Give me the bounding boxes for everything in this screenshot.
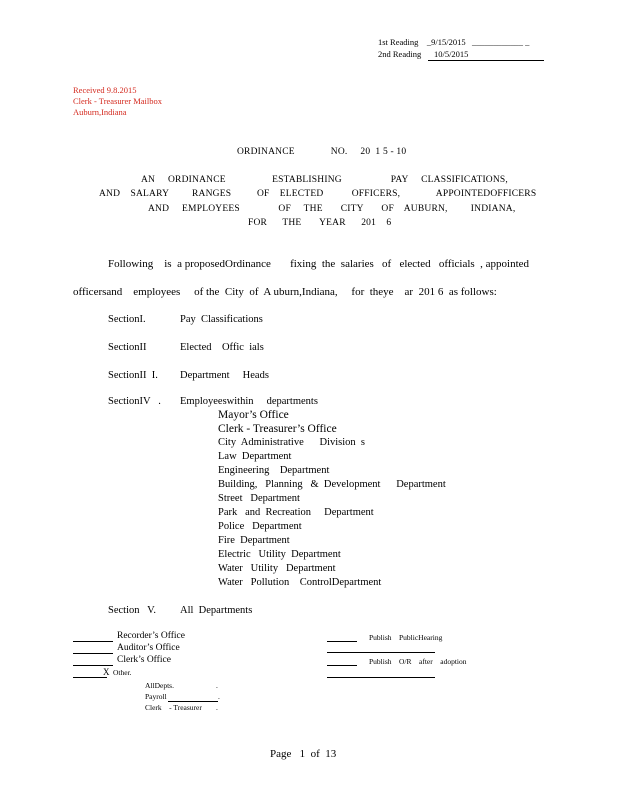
section-1-title: Pay Classifications xyxy=(180,314,263,325)
sub-dot-2: . xyxy=(218,692,220,701)
list-item: Park and Recreation Department xyxy=(218,507,374,518)
other-blank xyxy=(73,677,107,678)
city-line: Auburn,Indiana xyxy=(73,107,127,117)
section-3-title: Department Heads xyxy=(180,370,269,381)
recorder-blank xyxy=(73,641,113,642)
first-reading-trail: ____________ _ xyxy=(471,37,530,47)
title-line-3: AND EMPLOYEES OF THE CITY OF AUBURN, INDIANA, xyxy=(148,204,516,214)
second-reading xyxy=(378,49,468,59)
intro-line-2: officersand employees of the City of A uburn,Indiana, for theye ar 201 6 as follows: xyxy=(73,286,497,298)
list-item: Water Pollution ControlDepartment xyxy=(218,577,382,588)
first-reading xyxy=(378,37,529,47)
section-4-title: Employeeswithin departments xyxy=(180,396,318,407)
title-line-1: AN ORDINANCE ESTABLISHING PAY CLASSIFICATIONS, xyxy=(141,175,508,185)
auditor-office: Auditor’s Office xyxy=(117,643,180,653)
sub-all-depts: AllDepts. xyxy=(145,681,174,690)
title-line-4: FOR THE YEAR 201 6 xyxy=(248,218,392,228)
list-item: Law Department xyxy=(218,451,292,462)
sub-clerk-treasurer: Clerk - Treasurer xyxy=(145,703,202,712)
section-2-number: SectionII xyxy=(108,342,147,353)
clerk-blank xyxy=(73,665,113,666)
list-item: Street Department xyxy=(218,493,300,504)
adoption-underline xyxy=(327,677,435,678)
received-line: Received 9.8.2015 xyxy=(73,85,137,95)
section-2 xyxy=(108,342,264,353)
sub-payroll: Payroll xyxy=(145,692,167,701)
page-number: Page 1 of 13 xyxy=(270,748,337,760)
list-item: Fire Department xyxy=(218,535,290,546)
section-1 xyxy=(108,314,263,325)
second-reading-underline xyxy=(428,60,544,61)
section-1-number: SectionI. xyxy=(108,314,146,325)
adoption-blank xyxy=(327,665,357,666)
recorder-office: Recorder’s Office xyxy=(117,631,185,641)
section-2-title: Elected Offic ials xyxy=(180,342,264,353)
hearing-blank xyxy=(327,641,357,642)
sub-dot-3: . xyxy=(216,703,218,712)
other-mark: X xyxy=(103,667,110,677)
list-item: Electric Utility Department xyxy=(218,549,341,560)
publish-hearing: Publish PublicHearing xyxy=(369,633,443,642)
second-reading-date: 10/5/2015 xyxy=(433,49,469,59)
other-label: Other. xyxy=(113,668,132,677)
section-5-title: All Departments xyxy=(180,605,253,616)
first-reading-label: 1st Reading xyxy=(378,37,419,47)
first-reading-date: _9/15/2015 xyxy=(426,37,466,47)
auditor-blank xyxy=(73,653,113,654)
list-item: Building, Planning & Development Department xyxy=(218,479,446,490)
section-3 xyxy=(108,370,269,381)
clerk-office: Clerk’s Office xyxy=(117,655,171,665)
section-4-number: SectionIV . xyxy=(108,396,161,407)
clerk-mailbox-line: Clerk - Treasurer Mailbox xyxy=(73,96,163,106)
list-item: Clerk - Treasurer’s Office xyxy=(218,423,337,435)
list-item: Water Utility Department xyxy=(218,563,336,574)
intro-line-1: Following is a proposedOrdinance fixing the salaries of elected officials , appointed xyxy=(108,258,530,270)
section-4 xyxy=(108,396,318,407)
second-reading-label: 2nd Reading xyxy=(378,49,422,59)
section-5-number: Section V. xyxy=(108,605,157,616)
ordinance-number: ORDINANCE NO. 20 1 5 - 10 xyxy=(237,147,407,157)
department-list xyxy=(218,408,446,590)
section-5 xyxy=(108,605,253,616)
hearing-underline xyxy=(327,652,435,653)
payroll-blank xyxy=(168,701,218,702)
sub-dot-1: . xyxy=(216,681,218,690)
section-3-number: SectionII I. xyxy=(108,370,158,381)
list-item: Police Department xyxy=(218,521,302,532)
list-item: Mayor’s Office xyxy=(218,409,289,421)
publish-adoption: Publish O/R after adoption xyxy=(369,657,467,666)
title-line-2: AND SALARY RANGES OF ELECTED OFFICERS, APPOINTEDOFFICERS xyxy=(99,189,537,199)
received-stamp xyxy=(73,85,162,118)
list-item: City Administrative Division s xyxy=(218,437,366,448)
list-item: Engineering Department xyxy=(218,465,330,476)
